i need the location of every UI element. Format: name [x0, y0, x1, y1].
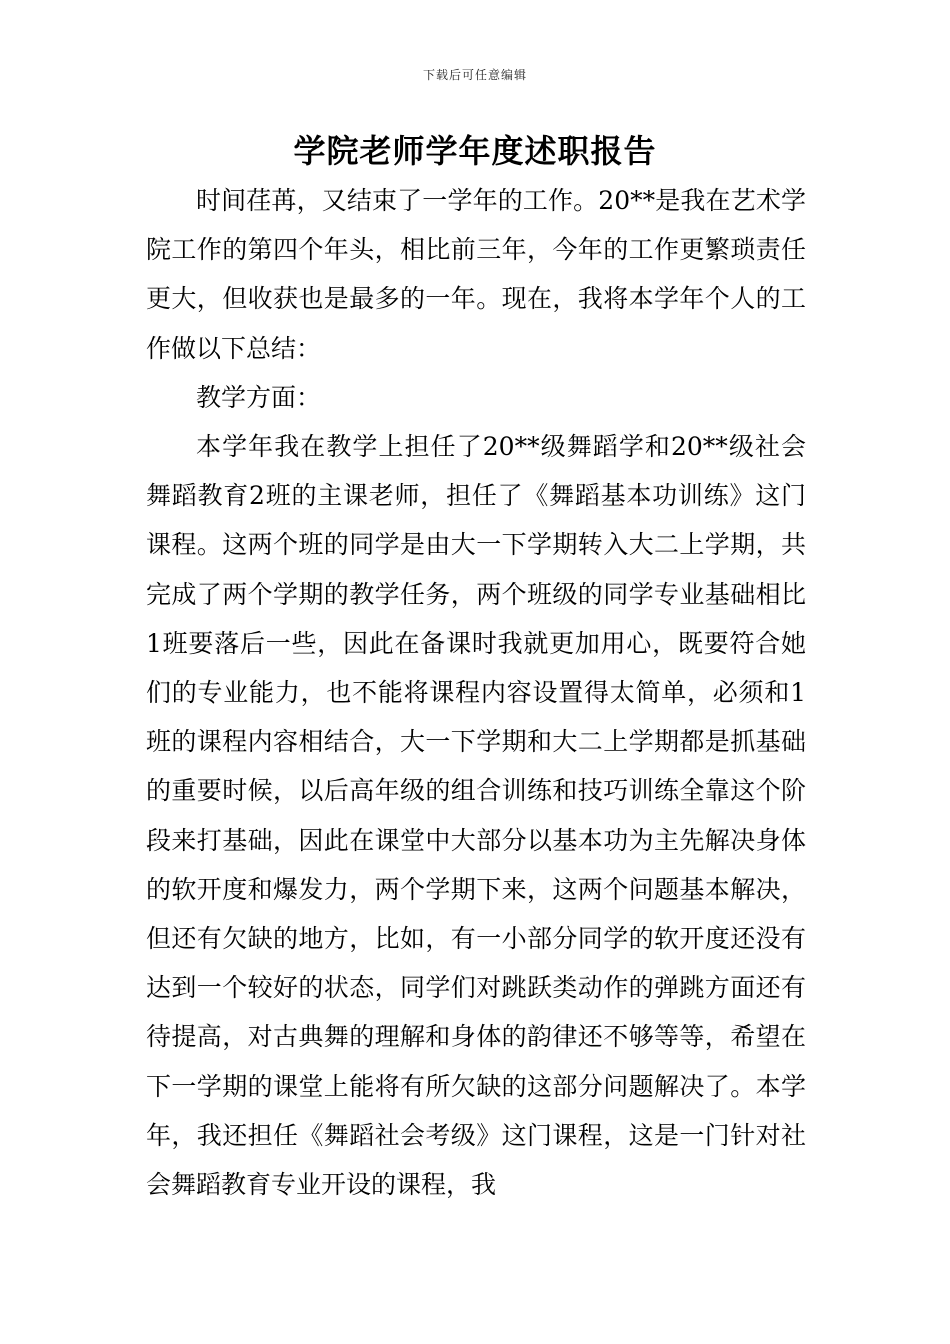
header-note: 下载后可任意编辑 [422, 68, 527, 82]
paragraph-teaching: 本学年我在教学上担任了20**级舞蹈学和20**级社会舞蹈教育2班的主课老师，担任了《舞蹈基本功训练》这门课程。这两个班的同学是由大一下学期转入大二上学期，共完成了两个学期的教学任务，两个班级的同学专业基础相比1班要落后一些，因此在备课时我就更加用心，既要符合她们的专业能力，也不能将课程内容设置得太简单，必须和1班的课程内容相结合，大一下学期和大二上学期都是抓基础的重要时候，以后高年级的组合训练和技巧训练全靠这个阶段来打基础，因此在课堂中大部分以基本功为主先解决身体的软开度和爆发力，两个学期下来，这两个问题基本解决，但还有欠缺的地方，比如，有一小部分同学的软开度还没有达到一个较好的状态，同学们对跳跃类动作的弹跳方面还有待提高，对古典舞的理解和身体的韵律还不够等等，希望在下一学期的课堂上能将有所欠缺的这部分问题解决了。本学年，我还担任《舞蹈社会考级》这门课程，这是一门针对社会舞蹈教育专业开设的课程，我 [146, 432, 806, 1200]
section-heading-teaching: 教学方面： [196, 382, 322, 412]
document-title: 学院老师学年度述职报告 [293, 132, 657, 170]
document-body [146, 176, 806, 1209]
paragraph-intro: 时间荏苒，又结束了一学年的工作。20**是我在艺术学院工作的第四个年头，相比前三年，今年的工作更繁琐责任更大，但收获也是最多的一年。现在，我将本学年个人的工作做以下总结： [146, 186, 806, 363]
